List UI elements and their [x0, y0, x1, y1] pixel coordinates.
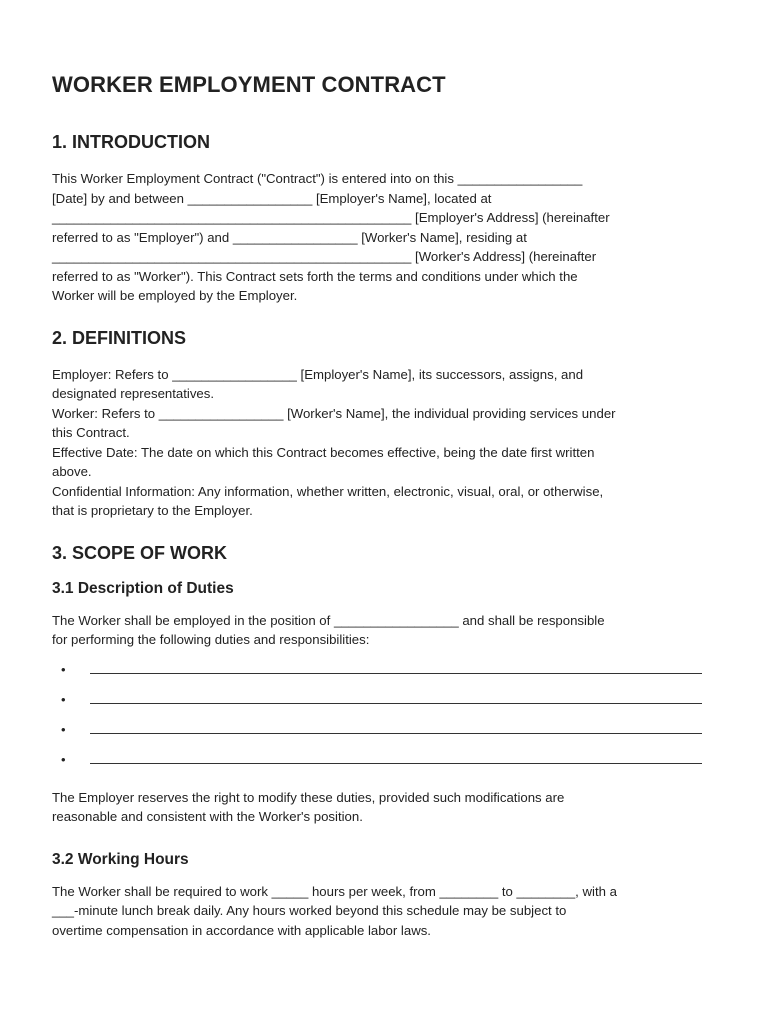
definition-worker	[52, 404, 718, 443]
duties-after-line: reasonable and consistent with the Worker's position.	[52, 809, 363, 824]
section-heading-scope: 3. SCOPE OF WORK	[52, 542, 228, 563]
definition-line: that is proprietary to the Employer.	[52, 503, 253, 518]
definition-line: Effective Date: The date on which this Contract becomes effective, being the date first written	[52, 444, 595, 460]
subsection-working-hours	[52, 851, 718, 941]
subsection-description-of-duties	[52, 580, 718, 827]
intro-paragraph	[52, 169, 718, 306]
definition-employer	[52, 365, 718, 404]
hours-line: overtime compensation in accordance with applicable labor laws.	[52, 922, 431, 938]
subsection-heading-hours: 3.2 Working Hours	[52, 850, 189, 868]
intro-line: [Date] by and between _________________ [Employer's Name], located at	[52, 190, 492, 206]
duties-paragraph	[52, 611, 718, 650]
duty-blank-line	[90, 733, 702, 734]
section-definitions	[52, 328, 718, 521]
duties-after-line: The Employer reserves the right to modify these duties, provided such modifications are	[52, 789, 565, 805]
hours-line: The Worker shall be required to work _____ hours per week, from ________ to ________, with a	[52, 883, 617, 899]
intro-line: Worker will be employed by the Employer.	[52, 288, 298, 303]
duty-blank-line	[90, 763, 702, 764]
duty-list-item	[52, 692, 718, 722]
intro-line: _________________________________________________ [Worker's Address] (hereinafter	[52, 249, 597, 264]
duties-line: The Worker shall be employed in the position of _________________ and shall be responsible	[52, 612, 605, 628]
duty-blank-line	[90, 673, 702, 674]
definition-line: Confidential Information: Any information, whether written, electronic, visual, oral, or otherwise,	[52, 483, 604, 499]
definition-line: this Contract.	[52, 425, 130, 440]
duty-list-item	[52, 722, 718, 752]
definition-line: designated representatives.	[52, 386, 215, 401]
subsection-heading-duties: 3.1 Description of Duties	[52, 579, 234, 597]
definition-line: Employer: Refers to _________________ [Employer's Name], its successors, assigns, and	[52, 366, 584, 382]
hours-line: ___-minute lunch break daily. Any hours worked beyond this schedule may be subject to	[52, 903, 567, 918]
definition-effective-date	[52, 443, 718, 482]
duties-list	[52, 662, 718, 782]
intro-line: _________________________________________________ [Employer's Address] (hereinafter	[52, 210, 610, 225]
duty-list-item	[52, 662, 718, 692]
bullet-icon: •	[61, 751, 66, 767]
document-title: WORKER EMPLOYMENT CONTRACT	[52, 72, 446, 97]
duty-blank-line	[90, 703, 702, 704]
duty-list-item	[52, 752, 718, 782]
definition-confidential-information	[52, 482, 718, 521]
bullet-icon: •	[61, 661, 66, 677]
bullet-icon: •	[61, 691, 66, 707]
intro-line: This Worker Employment Contract ("Contract") is entered into on this _________________	[52, 171, 583, 186]
bullet-icon: •	[61, 721, 66, 737]
duties-line: for performing the following duties and responsibilities:	[52, 632, 370, 647]
section-scope-of-work	[52, 543, 718, 941]
section-heading-definitions: 2. DEFINITIONS	[52, 327, 187, 348]
intro-line: referred to as "Employer") and _________________ [Worker's Name], residing at	[52, 229, 527, 245]
intro-line: referred to as "Worker"). This Contract sets forth the terms and conditions under which the	[52, 268, 578, 284]
section-introduction	[52, 132, 718, 306]
definition-line: Worker: Refers to _________________ [Worker's Name], the individual providing services under	[52, 405, 616, 421]
hours-paragraph	[52, 882, 718, 941]
section-heading-introduction: 1. INTRODUCTION	[52, 132, 211, 152]
definition-line: above.	[52, 464, 92, 479]
duties-modification-paragraph	[52, 788, 718, 827]
